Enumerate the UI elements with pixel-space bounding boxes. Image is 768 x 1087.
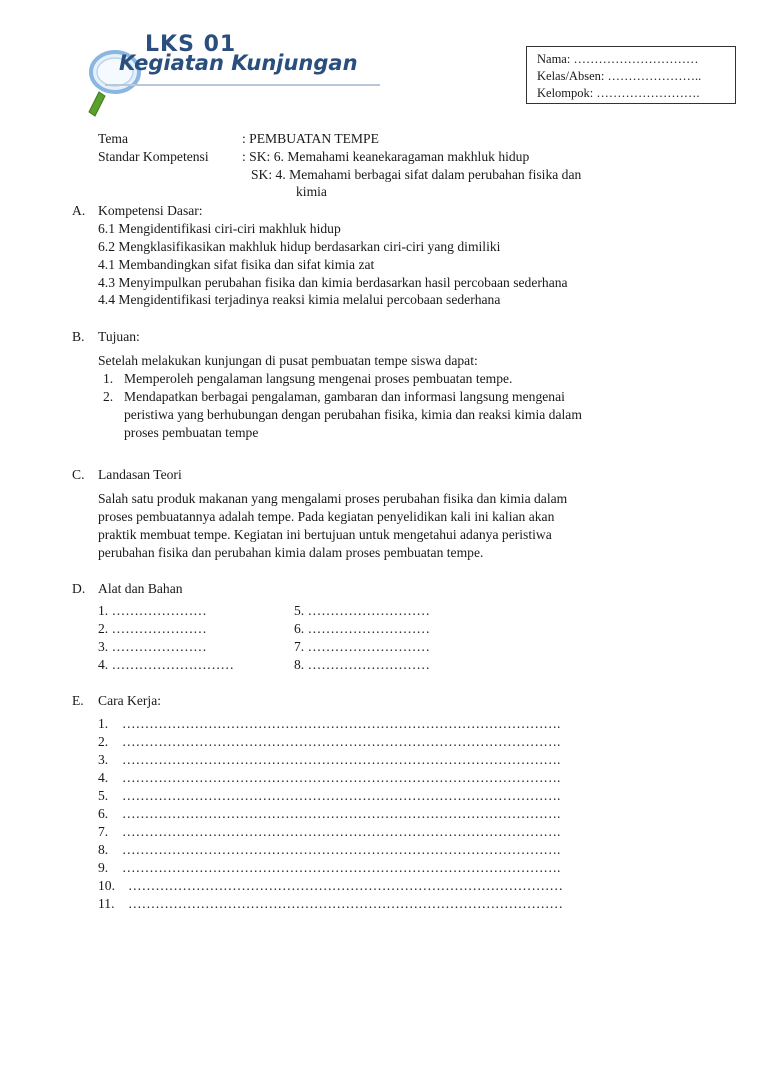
tujuan-number: 1. <box>103 371 114 386</box>
name-field[interactable]: Nama: ………………………… <box>537 52 699 66</box>
step-blank[interactable]: ……………………………………………………………………………………. <box>122 842 561 857</box>
section-a-title: Kompetensi Dasar: <box>98 203 203 218</box>
step-blank[interactable]: ……………………………………………………………………………………. <box>122 860 561 875</box>
section-e-letter: E. <box>72 693 84 708</box>
alat-bahan-blank[interactable]: 4. ……………………… <box>98 657 234 672</box>
tema-value: : PEMBUATAN TEMPE <box>242 131 379 146</box>
section-d-title: Alat dan Bahan <box>98 581 183 596</box>
step-blank[interactable]: ……………………………………………………………………………………. <box>122 824 561 839</box>
kd-item: 4.4 Mengidentifikasi terjadinya reaksi kimia melalui percobaan sederhana <box>98 292 501 307</box>
teori-line: praktik membuat tempe. Kegiatan ini bertujuan untuk mengetahui adanya peristiwa <box>98 527 552 542</box>
kd-item: 4.1 Membandingkan sifat fisika dan sifat kimia zat <box>98 257 375 272</box>
step-number: 2. <box>98 734 109 749</box>
step-number: 10. <box>98 878 115 893</box>
section-d-letter: D. <box>72 581 86 596</box>
sk-line-3: kimia <box>296 184 327 199</box>
alat-bahan-blank[interactable]: 1. ………………… <box>98 603 207 618</box>
section-b-letter: B. <box>72 329 85 344</box>
class-absence-field[interactable]: Kelas/Absen: ………………….. <box>537 69 702 83</box>
step-number: 7. <box>98 824 109 839</box>
section-a-letter: A. <box>72 203 86 218</box>
step-number: 11. <box>98 896 115 911</box>
tujuan-item-cont: proses pembuatan tempe <box>124 425 259 440</box>
step-number: 9. <box>98 860 109 875</box>
step-number: 6. <box>98 806 109 821</box>
kd-item: 6.2 Mengklasifikasikan makhluk hidup berdasarkan ciri-ciri yang dimiliki <box>98 239 501 254</box>
section-c-letter: C. <box>72 467 85 482</box>
kd-item: 4.3 Menyimpulkan perubahan fisika dan kimia berdasarkan hasil percobaan sederhana <box>98 275 568 290</box>
step-blank[interactable]: …………………………………………………………………………………… <box>128 878 563 893</box>
alat-bahan-blank[interactable]: 6. ……………………… <box>294 621 430 636</box>
kd-item: 6.1 Mengidentifikasi ciri-ciri makhluk hidup <box>98 221 341 236</box>
sk-line-1: : SK: 6. Memahami keanekaragaman makhluk hidup <box>242 149 530 164</box>
identity-box <box>526 46 736 104</box>
tujuan-intro: Setelah melakukan kunjungan di pusat pembuatan tempe siswa dapat: <box>98 353 478 368</box>
sk-label: Standar Kompetensi <box>98 149 209 164</box>
section-e-title: Cara Kerja: <box>98 693 162 708</box>
step-number: 5. <box>98 788 109 803</box>
logo-title: LKS 01 <box>145 32 237 57</box>
step-blank[interactable]: …………………………………………………………………………………… <box>128 896 563 911</box>
alat-bahan-blank[interactable]: 2. ………………… <box>98 621 207 636</box>
logo-underline <box>105 84 380 86</box>
tujuan-number: 2. <box>103 389 114 404</box>
alat-bahan-blank[interactable]: 5. ……………………… <box>294 603 430 618</box>
step-blank[interactable]: ……………………………………………………………………………………. <box>122 752 561 767</box>
step-blank[interactable]: ……………………………………………………………………………………. <box>122 806 561 821</box>
alat-bahan-blank[interactable]: 3. ………………… <box>98 639 207 654</box>
tujuan-item: Mendapatkan berbagai pengalaman, gambaran dan informasi langsung mengenai <box>124 389 565 404</box>
tema-label: Tema <box>98 131 128 146</box>
tujuan-item: Memperoleh pengalaman langsung mengenai proses pembuatan tempe. <box>124 371 513 386</box>
step-number: 3. <box>98 752 109 767</box>
magnifier-icon <box>85 36 149 118</box>
teori-line: proses pembuatannya adalah tempe. Pada kegiatan penyelidikan kali ini kalian akan <box>98 509 555 524</box>
teori-line: perubahan fisika dan perubahan kimia dalam proses pembuatan tempe. <box>98 545 484 560</box>
alat-bahan-blank[interactable]: 7. ……………………… <box>294 639 430 654</box>
section-c-title: Landasan Teori <box>98 467 182 482</box>
step-blank[interactable]: ……………………………………………………………………………………. <box>122 734 561 749</box>
teori-line: Salah satu produk makanan yang mengalami proses perubahan fisika dan kimia dalam <box>98 491 568 506</box>
step-blank[interactable]: ……………………………………………………………………………………. <box>122 716 561 731</box>
step-number: 8. <box>98 842 109 857</box>
tujuan-item-cont: peristiwa yang berhubungan dengan perubahan fisika, kimia dan reaksi kimia dalam <box>124 407 582 422</box>
logo <box>85 32 385 118</box>
step-number: 4. <box>98 770 109 785</box>
sk-line-2: SK: 4. Memahami berbagai sifat dalam perubahan fisika dan <box>251 167 582 182</box>
step-blank[interactable]: ……………………………………………………………………………………. <box>122 770 561 785</box>
logo-subtitle: Kegiatan Kunjungan <box>119 51 358 75</box>
step-number: 1. <box>98 716 109 731</box>
section-b-title: Tujuan: <box>98 329 140 344</box>
group-field[interactable]: Kelompok: ……………………. <box>537 86 700 100</box>
alat-bahan-blank[interactable]: 8. ……………………… <box>294 657 430 672</box>
step-blank[interactable]: ……………………………………………………………………………………. <box>122 788 561 803</box>
